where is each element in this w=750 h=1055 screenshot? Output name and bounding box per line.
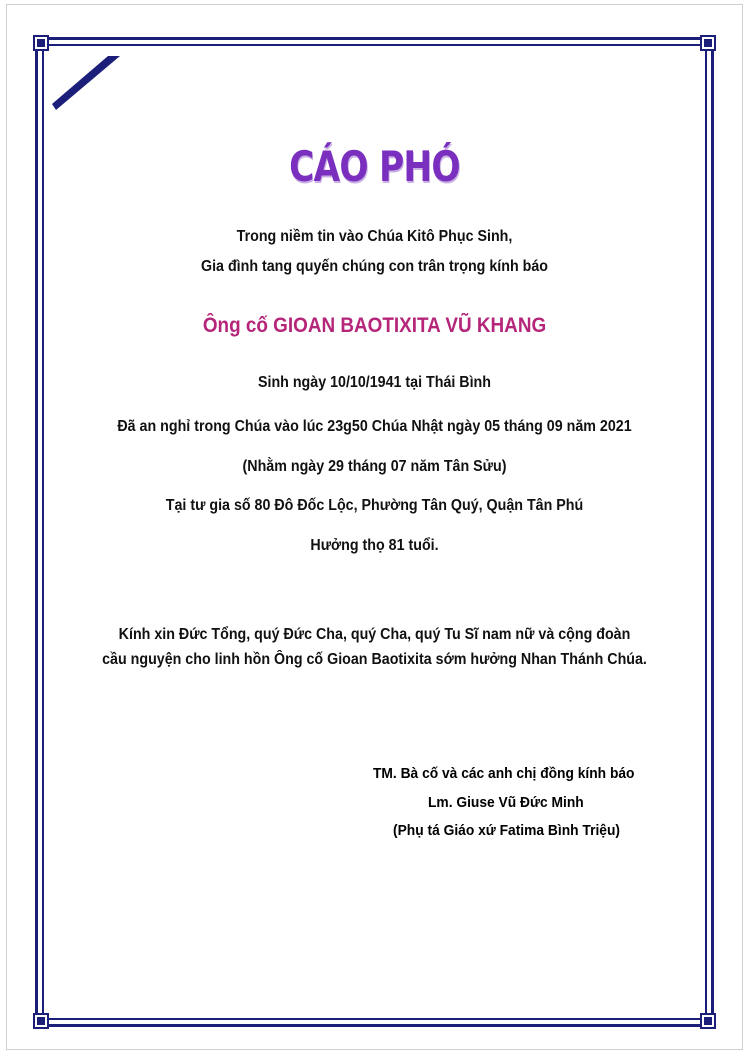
birth-info: Sinh ngày 10/10/1941 tại Thái Bình [257, 374, 491, 391]
lunar-date: (Nhằm ngày 29 tháng 07 năm Tân Sửu) [242, 458, 507, 475]
corner-ornament [35, 1015, 47, 1027]
corner-ornament [702, 37, 714, 49]
age-info: Hưởng thọ 81 tuổi. [310, 537, 439, 554]
intro-line: Trong niềm tin vào Chúa Kitô Phục Sinh, [236, 228, 513, 245]
signature-role: (Phụ tá Giáo xứ Fatima Bình Triệu) [393, 822, 620, 839]
death-info: Đã an nghỉ trong Chúa vào lúc 23g50 Chúa Nhật ngày 05 tháng 09 năm 2021 [117, 418, 632, 435]
signature-line: TM. Bà cố và các anh chị đồng kính báo [373, 765, 635, 782]
prayer-request: cầu nguyện cho linh hồn Ông cố Gioan Baotixita sớm hưởng Nhan Thánh Chúa. [102, 651, 647, 668]
prayer-request: Kính xin Đức Tổng, quý Đức Cha, quý Cha, quý Tu Sĩ nam nữ và cộng đoàn [118, 626, 631, 643]
deceased-name: Ông cố GIOAN BAOTIXITA VŨ KHANG [202, 314, 547, 337]
intro-line: Gia đình tang quyến chúng con trân trọng kính báo [200, 258, 548, 275]
mourning-ribbon-icon [46, 48, 126, 112]
residence-info: Tại tư gia số 80 Đô Đốc Lộc, Phường Tân Quý, Quận Tân Phú [165, 497, 584, 514]
corner-ornament [702, 1015, 714, 1027]
signature-priest: Lm. Giuse Vũ Đức Minh [428, 794, 584, 811]
notice-title: CÁO PHÓ [289, 142, 460, 191]
